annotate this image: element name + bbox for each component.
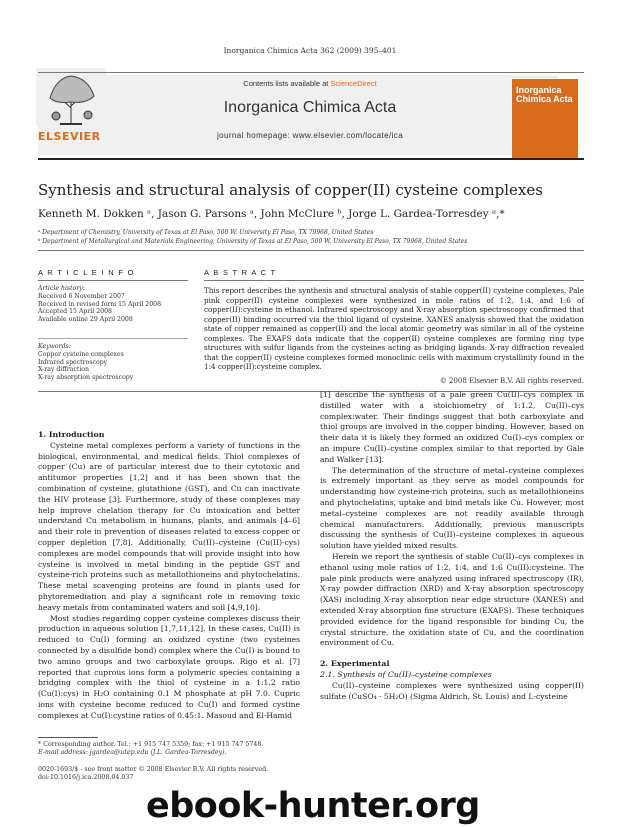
keyword-item: X-ray absorption spectroscopy [38,374,134,382]
history-revised: Received in revised form 15 April 2008 [38,300,162,308]
doi-line[interactable]: doi:10.1016/j.ica.2008.04.037 [38,774,134,781]
body-column-right [320,390,584,702]
abstract-text: This report describes the synthesis and structural analysis of stable copper(II) cysteine complexes. Pale pink copper(II) cysteine complexes were synthesized in mole ratios of 1:2, 1:4, and 1:6 of copper(II):cysteine in ethanol. Infrared spectroscopy and X-ray absorption spectroscopy confirmed that copper(II) binding occurred via the thiol ligand of cysteine. XANES analysis showed that the oxidation state of copper remained as copper(II) and the local atomic geometry was similar in all of the cysteine complexes. The EXAFS data indicate that the copper(II) cysteine complexes are forming ring type structures with sulfur ligands from the cysteines acting as bridging ligands. X-ray diffraction revealed that the copper(II) cysteine complexes formed monoclinic cells with maximum crystallinity found in the 1:4 copper(II):cysteine complex. [204,286,584,371]
abstract-copyright: © 2008 Elsevier B.V. All rights reserved. [439,377,584,385]
paper-title: Synthesis and structural analysis of copper(II) cysteine complexes [38,181,543,199]
footnote-rule [38,737,98,738]
journal-name: Inorganica Chimica Acta [223,99,397,116]
corresponding-author-footnote [38,741,300,757]
author-list: Kenneth M. Dokken ᵃ, Jason G. Parsons ᵃ, John McClure ᵇ, Jorge L. Gardea-Torresdey ᵃ,* [38,208,505,220]
sciencedirect-link[interactable]: ScienceDirect [330,79,377,88]
keywords-block [38,343,188,382]
paragraph: Cysteine metal complexes perform a variety of functions in the biological, environmental, and medical fields. Thiol complexes of copper (Cu) are of particular interest due to their cytotoxic and antitumor properties [1,2] and it has been shown that the combination of cysteine, glutathione (GST), and Cu can inactivate the HIV protease [3]. Furthermore, study of these complexes may help improve chelation therapy for Cu intoxication and better understand Cu metabolism in humans, plants, and animals [4–6] and their role in prevention of diseases related to excess copper or copper depletion [7,8]. Additionally, Cu(II)–cysteine (Cu(II)-cys) complexes are model compounds that will provide insight into how cysteine is involved in metal binding in the peptide GST and cysteine-rich proteins such as metallothioneins and phytochelatins. These metal scavenging proteins are found in plants used for phytoremediation and play a significant role in removing toxic heavy metals from contaminated waters and soil [4,9,10]. [38,440,300,612]
article-info-heading: A R T I C L E I N F O [38,268,135,277]
section-heading-introduction: 1. Introduction [38,430,105,439]
paragraph: [1] describe the synthesis of a pale green Cu(II)–cys complex in distilled water with a stoichiometry of 1:1.2, Cu(II)–cys complex:water. Their findings suggest that both carboxylate and thiol groups are involved in the copper binding. However, based on their data it is likely they formed an oxidized Cu(I)–cys complex or an impure Cu(II)–cystine complex similar to that reported by Gale and Walker [13]. [320,390,584,464]
history-online: Available online 29 April 2008 [38,316,133,324]
keywords-label: Keywords: [38,343,71,350]
issn-line: 0020-1693/$ - see front matter © 2008 Elsevier B.V. All rights reserved. [38,766,269,773]
article-history [38,285,188,324]
paragraph: Cu(II)–cysteine complexes were synthesized using copper(II) sulfate (CuSO₄ · 5H₂O) (Sigma Aldrich, St. Louis) and L-cysteine [320,680,584,701]
affiliation-rule [38,250,584,251]
keyword-item: Infrared spectroscopy [38,358,108,366]
keyword-item: Copper cysteine complexes [38,350,124,358]
paragraph: Most studies regarding copper cysteine complexes discuss their production in aqueous solution [1,7,11,12]. In these cases, Cu(II) is reduced to Cu(I) forming an oxidized cystine (two cysteines connected by a disulfide bond) complex where the Cu(I) is bound to two amino groups and two carboxylate groups. Rigo et al. [7] reported that cuprous ions form a polymeric species containing a bridging complex with the thiol of cysteine in a 1:1.2 ratio (Cu(I):cys) in H₂O containing 0.1 M phosphate at pH 7.0. Cupric ions with cysteine become reduced to Cu(I) and formed cystine complexes at Cu(I):cystine ratios of 0.45:1. Masoud and El-Hamid [38,613,300,720]
section-heading-experimental: 2. Experimental [320,659,390,669]
email-line[interactable]: E-mail address: jgardea@utep.edu (J.L. Gardea-Torresdey). [38,749,227,756]
abstract-heading: A B S T R A C T [204,268,277,277]
history-label: Article history: [38,285,85,292]
corresponding-author-line: * Corresponding author. Tel.: +1 915 747 5359; fax: +1 915 747 5748. [38,741,264,748]
article-info-rule [38,280,188,281]
contents-prefix: Contents lists available at [243,79,331,88]
issn-block [38,766,268,782]
journal-reference: Inorganica Chimica Acta 362 (2009) 395–401 [223,46,397,55]
abstract-rule [204,280,584,281]
journal-homepage[interactable]: journal homepage: www.elsevier.com/locate/ica [216,131,404,140]
keyword-item: X-ray diffraction [38,366,90,374]
header-top-rule [38,72,584,73]
affiliation-b: ᵇ Department of Metallurgical and Materials Engineering, University of Texas at El Paso, 500 W. University El Paso, TX 79968, United States [38,238,468,245]
affiliation-a: ᵃ Department of Chemistry, University of Texas at El Paso, 500 W. University El Paso, TX 79968, United States [38,229,374,236]
paragraph: Herein we report the synthesis of stable Cu(II)–cys complexes in ethanol using mole ratios of 1:2, 1:4, and 1:6 Cu(II):cysteine. The pale pink products were analyzed using infrared spectroscopy (IR), X-ray powder diffraction (XRD) and X-ray absorption spectroscopy (XAS) including X-ray absorption near edge structure (XANES) and extended X-ray absorption fine structure (EXAFS). These techniques provided evidence for the ligand responsible for binding Cu, the crystal structure, the oxidation state of Cu, and the coordination environment of Cu. [320,551,584,648]
header-bottom-rule [38,158,584,160]
keywords-rule [38,338,188,339]
subsection-heading-synthesis: 2.1. Synthesis of Cu(II)–cysteine complexes [320,669,492,679]
watermark-text: ebook-hunter.org [146,786,480,826]
cover-title: Inorganica Chimica Acta [516,85,573,104]
elsevier-wordmark: ELSEVIER [38,130,101,143]
paragraph: The determination of the structure of metal–cysteine complexes is extremely important as they serve as model compounds for understanding how cysteine-rich proteins, such as metallothioneins and phytochelatins, uptake and bind metals like Cu. However, most metal–cysteine complexes are not readily available through chemical manufacturers. Additionally, previous manuscripts discussing the synthesis of Cu(II)–cysteine complexes in aqueous solution have yielded mixed results. [320,465,584,551]
history-accepted: Accepted 15 April 2008 [38,308,112,316]
history-received: Received 6 November 2007 [38,292,125,300]
body-column-left [38,430,300,722]
